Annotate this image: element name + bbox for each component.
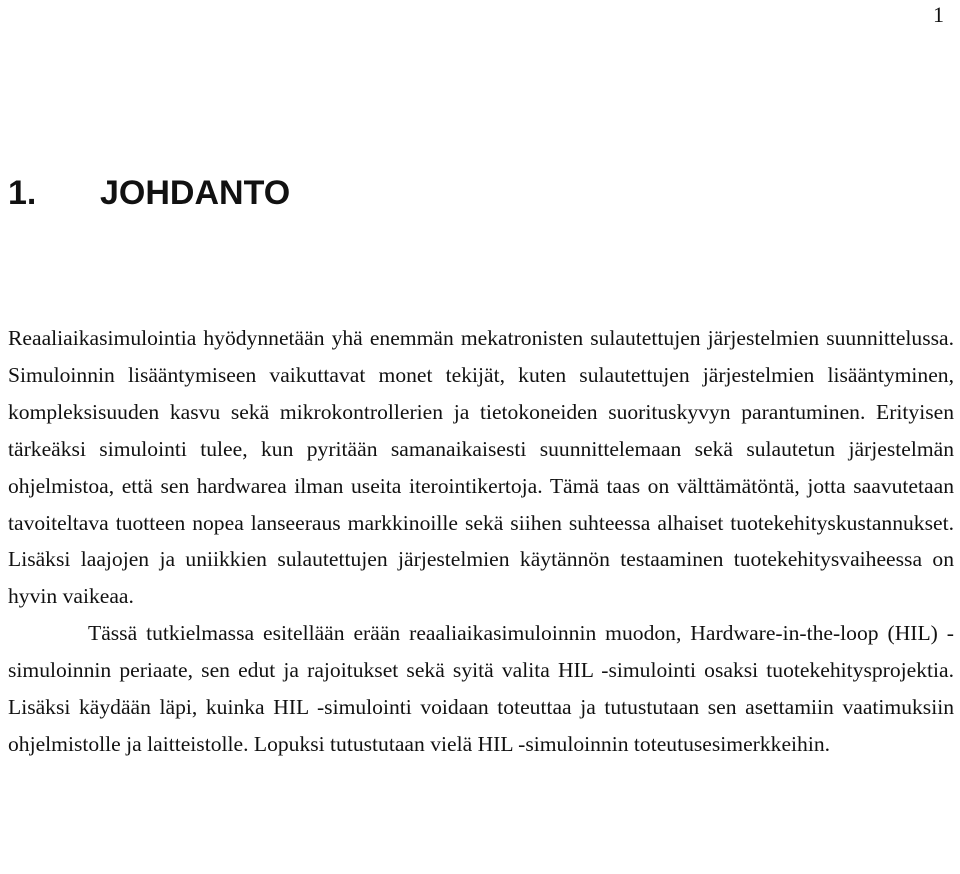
body-text	[8, 320, 954, 763]
paragraph-2: Tässä tutkielmassa esitellään erään reaaliaikasimuloinnin muodon, Hardware-in-the-loop (HIL) -simuloinnin periaate, sen edut ja rajoitukset sekä syitä valita HIL -simulointi osaksi tuotekehitysprojektia. Lisäksi käydään läpi, kuinka HIL -simulointi voidaan toteuttaa ja tutustutaan sen asettamiin vaatimuksiin ohjelmistolle ja laitteistolle. Lopuksi tutustutaan vielä HIL -simuloinnin toteutusesimerkkeihin.	[8, 621, 954, 756]
chapter-title: JOHDANTO	[100, 174, 291, 212]
page-number: 1	[933, 2, 944, 27]
chapter-heading	[8, 172, 290, 214]
chapter-number: 1.	[8, 174, 37, 212]
paragraph-1: Reaaliaikasimulointia hyödynnetään yhä enemmän mekatronisten sulautettujen järjestelmien suunnittelussa. Simuloinnin lisääntymiseen vaikuttavat monet tekijät, kuten sulautettujen järjestelmien lisääntyminen, kompleksisuuden kasvu sekä mikrokontrollerien ja tietokoneiden suorituskyvyn parantuminen. Erityisen tärkeäksi simulointi tulee, kun pyritään samanaikaisesti suunnittelemaan sekä sulautetun järjestelmän ohjelmistoa, että sen hardwarea ilman useita iterointikertoja. Tämä taas on välttämätöntä, jotta saavutetaan tavoiteltava tuotteen nopea lanseeraus markkinoille sekä siihen suhteessa alhaiset tuotekehityskustannukset. Lisäksi laajojen ja uniikkien sulautettujen järjestelmien käytännön testaaminen tuotekehitysvaiheessa on hyvin vaikeaa.	[8, 326, 954, 609]
